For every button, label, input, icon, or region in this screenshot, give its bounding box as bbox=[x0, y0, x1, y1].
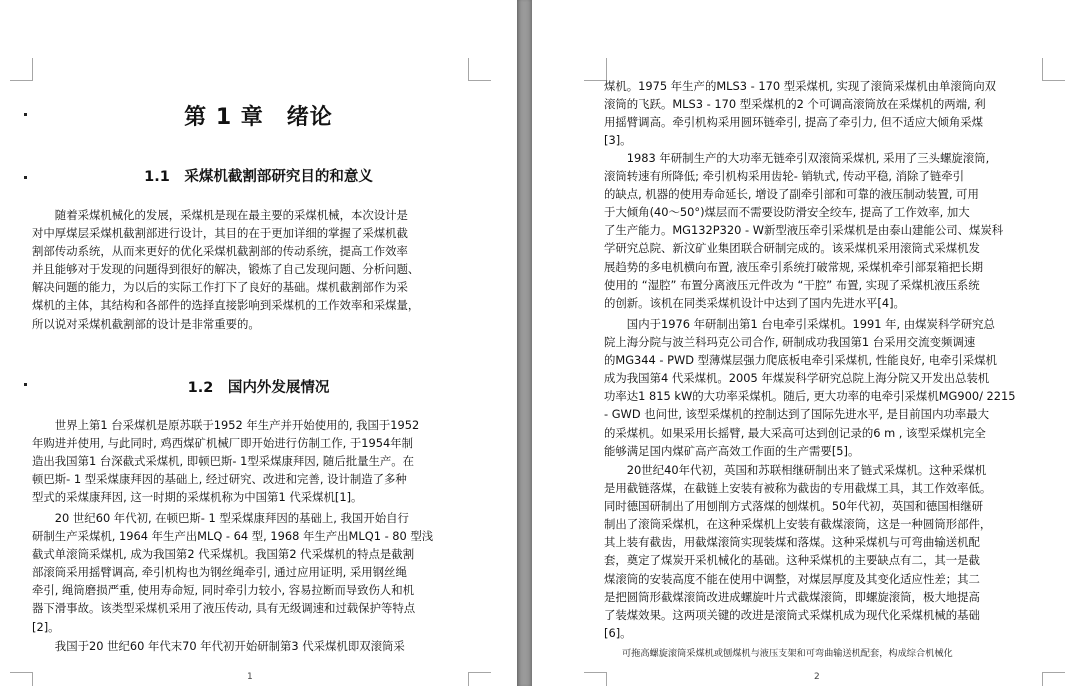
text-line: 展趋势的多电机横向布置, 液压牵引系统打破常规, 采煤机牵引部泵箱把长期 bbox=[604, 259, 983, 274]
crop-mark bbox=[1042, 672, 1065, 686]
text-line: 的采煤机。如果采用长摇臂, 最大采高可达到创记录的6 m , 该型采煤机完全 bbox=[604, 425, 986, 440]
text-line: 部滚筒采用摇臂调高, 牵引机构也为钢丝绳牵引, 通过应用证明, 采用钢丝绳 bbox=[32, 565, 407, 580]
text-line: 院上海分院与波兰科玛克公司合作, 研制成功我国第1 台采用交流变频调速 bbox=[604, 335, 976, 350]
trailing-paragraph-line: 可拖高螺旋滚筒采煤机或刨煤机与液压支架和可弯曲输送机配套，构成综合机械化 bbox=[622, 648, 953, 659]
text-line: 成为我国第4 代采煤机。2005 年煤炭科学研究总院上海分院又开发出总装机 bbox=[604, 371, 990, 386]
text-line: 型式的采煤康拜因, 这一时期的采煤机称为中国第1 代采煤机[1]。 bbox=[32, 490, 363, 505]
text-line: 能够满足国内煤矿高产高效工作面的生产需要[5]。 bbox=[604, 443, 860, 458]
paragraph bbox=[32, 416, 468, 506]
text-line: 所以说对采煤机截割部的设计是非常重要的。 bbox=[32, 316, 260, 331]
crop-mark bbox=[1042, 58, 1065, 81]
text-line: 煤机的主体，其结构和各部件的选择直接影响到采煤机的工作效率和采煤量， bbox=[32, 298, 420, 313]
text-line: 随着采煤机械化的发展，采煤机是现在最主要的采煤机械，本次设计是 bbox=[54, 208, 408, 222]
text-line: 研制生产采煤机, 1964 年生产出MLQ - 64 型, 1968 年生产出MLQ1 - 80 型浅 bbox=[32, 529, 434, 544]
text-line: - GWD 也问世, 该型采煤机的控制达到了国际先进水平, 是目前国内功率最大 bbox=[604, 407, 990, 422]
paragraph bbox=[604, 461, 1042, 642]
text-line: 煤滚筒的安装高度不能在使用中调整，对煤层厚度及其变化适应性差；其二 bbox=[604, 571, 980, 586]
text-line: 解决问题的能力，为以后的实际工作打下了良好的基础。煤机截割部作为采 bbox=[32, 280, 408, 295]
crop-mark bbox=[468, 672, 491, 686]
text-line: 牵引, 绳筒磨损严重, 使用寿命短, 同时牵引力较小, 容易拉断而导致伤人和机 bbox=[32, 583, 415, 598]
text-line: 滚筒转速有所降低; 牵引机构采用齿轮- 销轨式, 传动平稳, 消除了链牵引 bbox=[604, 169, 965, 184]
text-line: 其上装有截齿，用截煤滚筒实现装煤和落煤。这种采煤机与可弯曲输送机配 bbox=[604, 535, 980, 550]
paragraph bbox=[604, 149, 1042, 312]
text-line: 制出了滚筒采煤机，在这种采煤机上安装有截煤滚筒，这是一种圆筒形部件， bbox=[604, 517, 992, 532]
text-line: [6]。 bbox=[604, 625, 632, 640]
section-title-1-2: 1.2 国内外发展情况 bbox=[187, 380, 330, 396]
crop-mark bbox=[10, 672, 33, 686]
page-gutter bbox=[517, 0, 532, 686]
text-line: 对中厚煤层采煤机截割部进行设计，其目的在于更加详细的掌握了采煤机截 bbox=[32, 226, 408, 241]
document-page-1[interactable] bbox=[0, 0, 517, 686]
text-line: 是用截链落煤，在截链上安装有被称为截齿的专用截煤工具，其工作效率低。 bbox=[604, 481, 992, 496]
text-line: 国内于1976 年研制出第1 台电牵引采煤机。1991 年, 由煤炭科学研究总 bbox=[626, 317, 995, 331]
text-line: 器下滑事故。该类型采煤机采用了液压传动, 具有无级调速和过载保护等特点 bbox=[32, 601, 416, 616]
text-line: 滚筒的飞跃。MLS3 - 170 型采煤机的2 个可调高滚筒放在采煤机的两端, 利 bbox=[604, 97, 986, 112]
page-number: 1 bbox=[247, 672, 253, 682]
text-line: 并且能够对于发现的问题得到很好的解决，锻炼了自己发现问题、分析问题、 bbox=[32, 262, 420, 277]
text-line: 于大倾角(40～50°)煤层而不需要设防滑安全绞车, 提高了工作效率, 加大 bbox=[604, 205, 970, 220]
text-line: 的MG344 - PWD 型薄煤层强力爬底板电牵引采煤机, 性能良好, 电牵引采煤机 bbox=[604, 353, 997, 368]
text-line: 20世纪40年代初，英国和苏联相继研制出来了链式采煤机。这种采煤机 bbox=[626, 463, 987, 477]
document-page-2[interactable] bbox=[532, 0, 1069, 686]
crop-mark bbox=[468, 58, 491, 81]
text-line: 世界上第1 台采煤机是原苏联于1952 年生产并开始使用的, 我国于1952 bbox=[54, 418, 420, 432]
text-line: [2]。 bbox=[32, 619, 60, 634]
text-line: 使用的 “湿腔” 布置分离液压元件改为 “干腔” 布置, 实现了采煤机液压系统 bbox=[604, 277, 980, 292]
text-line: 是把圆筒形截煤滚筒改进成螺旋叶片式截煤滚筒，即螺旋滚筒，极大地提高 bbox=[604, 589, 980, 604]
paragraph bbox=[32, 509, 468, 636]
paragraph bbox=[32, 637, 468, 655]
text-line: 20 世纪60 年代初, 在顿巴斯- 1 型采煤康拜因的基础上, 我国开始自行 bbox=[54, 511, 409, 525]
text-line: 同时德国研制出了用刨削方式落煤的刨煤机。50年代初，英国和德国相继研 bbox=[604, 499, 983, 514]
paragraph bbox=[32, 206, 468, 333]
text-line: 割部传动系统，从而来更好的优化采煤机截割部的传动系统，提高工作效率 bbox=[32, 244, 408, 259]
page-number: 2 bbox=[814, 672, 820, 682]
text-line: 了装煤效果。这两项关键的改进是滚筒式采煤机成为现代化采煤机械的基础 bbox=[604, 607, 980, 622]
text-line: 年购进并使用, 与此同时, 鸡西煤矿机械厂即开始进行仿制工作, 于1954年制 bbox=[32, 436, 414, 451]
paragraph bbox=[604, 315, 1042, 460]
text-line: 造出我国第1 台深截式采煤机, 即顿巴斯- 1型采煤康拜因, 随后批量生产。在 bbox=[32, 454, 415, 469]
text-line: 的创新。该机在同类采煤机设计中达到了国内先进水平[4]。 bbox=[604, 295, 905, 310]
text-line: 功率达1 815 kW的大功率采煤机。随后, 更大功率的电牵引采煤机MG900/ 2215 bbox=[604, 389, 1016, 404]
text-line: 截式单滚筒采煤机, 成为我国第2 代采煤机。我国第2 代采煤机的特点是截割 bbox=[32, 547, 415, 562]
text-line: 学研究总院、新汶矿业集团联合研制完成的。该采煤机采用滚筒式采煤机发 bbox=[604, 241, 980, 256]
chapter-title: 第 1 章 绪论 bbox=[184, 105, 333, 130]
text-line: 套，奠定了煤炭开采机械化的基础。这种采煤机的主要缺点有二，其一是截 bbox=[604, 553, 980, 568]
text-line: 了生产能力。MG132P320 - W新型液压牵引采煤机是由泰山建能公司、煤炭科 bbox=[604, 223, 1004, 238]
text-line: 用摇臂调高。牵引机构采用圆环链牵引, 提高了牵引力, 但不适应大倾角采煤 bbox=[604, 115, 983, 130]
crop-mark bbox=[584, 672, 607, 686]
text-line: 顿巴斯- 1 型采煤康拜因的基础上, 经过研究、改进和完善, 设计制造了多种 bbox=[32, 472, 407, 487]
section-title-1-1: 1.1 采煤机截割部研究目的和意义 bbox=[144, 169, 373, 185]
crop-mark bbox=[10, 58, 33, 81]
text-line: 的缺点, 机器的使用寿命延长, 增设了副牵引部和可靠的液压制动装置, 可用 bbox=[604, 187, 979, 202]
text-line: 我国于20 世纪60 年代末70 年代初开始研制第3 代采煤机即双滚筒采 bbox=[54, 639, 405, 653]
text-line: [3]。 bbox=[604, 133, 632, 148]
text-line: 1983 年研制生产的大功率无链牵引双滚筒采煤机, 采用了三头螺旋滚筒, bbox=[626, 151, 990, 165]
paragraph bbox=[604, 77, 1042, 149]
text-line: 煤机。1975 年生产的MLS3 - 170 型采煤机, 实现了滚筒采煤机由单滚筒向双 bbox=[604, 79, 996, 93]
